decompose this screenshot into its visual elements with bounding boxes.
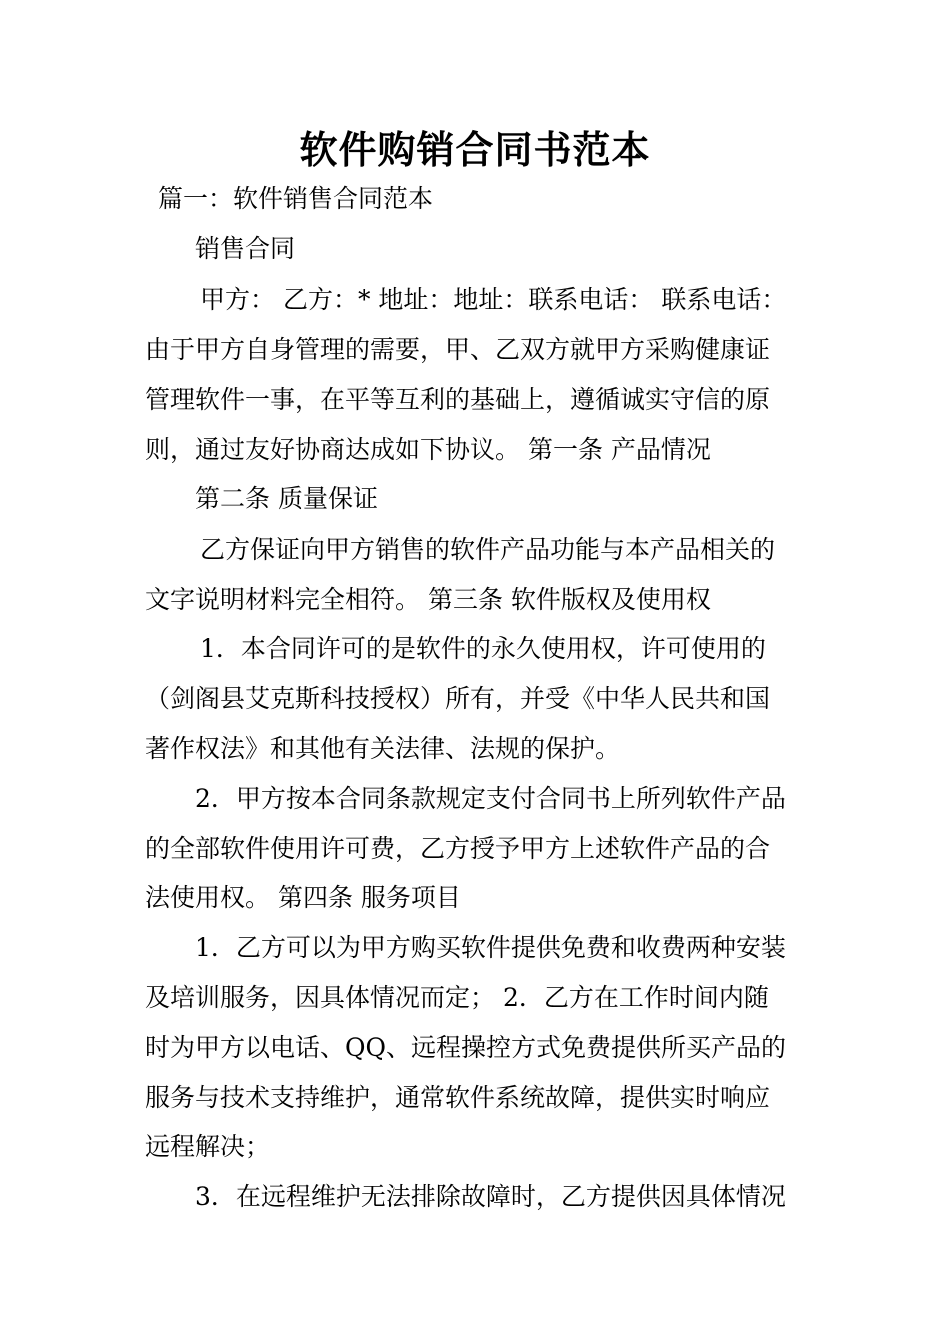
body-line: 由于甲方自身管理的需要，甲、乙双方就甲方采购健康证	[145, 335, 771, 364]
body-line: 著作权法》和其他有关法律、法规的保护。	[145, 734, 621, 763]
body-line: （剑阁县艾克斯科技授权）所有，并受《中华人民共和国	[145, 684, 771, 713]
body-line: 1．本合同许可的是软件的永久使用权，许可使用的	[200, 634, 766, 663]
section-heading: 篇一：软件销售合同范本	[158, 184, 434, 213]
body-line: 远程解决；	[145, 1132, 271, 1161]
subheading: 销售合同	[195, 234, 296, 263]
body-line: 文字说明材料完全相符。 第三条 软件版权及使用权	[145, 585, 711, 614]
body-line: 服务与技术支持维护，通常软件系统故障，提供实时响应	[145, 1083, 771, 1112]
body-line: 乙方保证向甲方销售的软件产品功能与本产品相关的	[200, 535, 776, 564]
document-title: 软件购销合同书范本	[299, 127, 651, 172]
body-line: 法使用权。 第四条 服务项目	[145, 883, 461, 912]
body-line: 的全部软件使用许可费，乙方授予甲方上述软件产品的合	[145, 834, 771, 863]
body-line: 及培训服务，因具体情况而定； 2．乙方在工作时间内随	[145, 983, 769, 1012]
body-line: 1．乙方可以为甲方购买软件提供免费和收费两种安装	[195, 933, 786, 962]
parties-line: 甲方： 乙方：* 地址：地址：联系电话： 联系电话：	[200, 285, 787, 314]
body-line: 2．甲方按本合同条款规定支付合同书上所列软件产品	[195, 784, 786, 813]
body-line: 时为甲方以电话、QQ、远程操控方式免费提供所买产品的	[145, 1033, 786, 1062]
body-line: 管理软件一事，在平等互利的基础上，遵循诚实守信的原	[145, 385, 771, 414]
body-line: 3．在远程维护无法排除故障时，乙方提供因具体情况	[195, 1182, 786, 1211]
body-line: 第二条 质量保证	[195, 484, 378, 513]
body-line: 则，通过友好协商达成如下协议。 第一条 产品情况	[145, 435, 711, 464]
